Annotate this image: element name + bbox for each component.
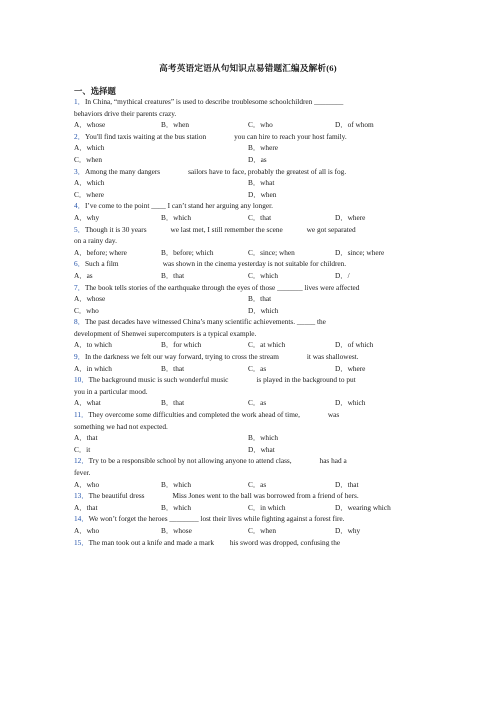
question-text: Miss Jones went to the ball was borrowed from a friend of hers.: [172, 491, 359, 501]
answer-option: C．since; when: [248, 247, 295, 257]
question-text: lives were affected: [304, 282, 360, 292]
answer-blank: ________: [169, 514, 199, 524]
question-text: lost their lives while fighting against a forest fire.: [200, 514, 345, 524]
question-number: 11．: [74, 410, 89, 420]
question-stem: [74, 490, 422, 502]
option-row: [74, 339, 422, 351]
option-row: [74, 270, 422, 282]
question-text: In China, “mythical creatures” is used to describe troublesome schoolchildren: [84, 97, 315, 106]
answer-option: B．that: [161, 398, 185, 408]
question-text: They overcome some difficulties and completed the work ahead of time,: [88, 410, 302, 420]
answer-option: A．who: [74, 479, 100, 489]
option-row: [74, 119, 422, 131]
option-row: [74, 154, 422, 166]
question-text: was shown in the cinema yesterday is not suitable for children.: [162, 259, 347, 269]
answer-blank: ____: [151, 201, 166, 211]
answer-option: D．which: [335, 398, 366, 408]
answer-option: D．when: [248, 189, 277, 199]
answer-option: D．that: [335, 479, 359, 489]
answer-option: D．which: [248, 305, 279, 315]
answer-option: B．when: [161, 120, 189, 130]
answer-option: A．before; where: [74, 247, 127, 257]
document-title: 高考英语定语从句知识点易错题汇编及解析(6): [159, 63, 337, 73]
question-stem: [74, 455, 422, 467]
question-number: 5．: [74, 224, 85, 234]
option-row: [74, 212, 422, 224]
question-stem: [74, 513, 422, 525]
answer-option: C．where: [74, 189, 104, 199]
question-stem: [74, 131, 422, 143]
question-text: you can hire to reach your host family.: [234, 131, 347, 141]
answer-gap: [293, 455, 317, 467]
answer-option: D．where: [335, 212, 366, 222]
question-text: The book tells stories of the earthquake through the eyes of those: [84, 282, 278, 292]
question-number: 15．: [74, 537, 89, 547]
option-row: [74, 502, 422, 514]
answer-option: C．as: [248, 398, 267, 408]
answer-blank: _____: [296, 317, 316, 327]
option-row: [74, 189, 422, 201]
answer-option: B．which: [248, 433, 278, 443]
question-text: his sword was dropped, confusing the: [229, 537, 341, 547]
answer-option: C．that: [248, 212, 272, 222]
answer-option: A．which: [74, 143, 105, 153]
question-text: We won’t forget the heroes: [88, 514, 170, 524]
answer-blank: _______: [277, 282, 303, 292]
question-stem: [74, 316, 422, 328]
answer-option: A．what: [74, 398, 101, 408]
question-number: 9．: [74, 352, 85, 362]
question-text: Such a film: [84, 259, 121, 269]
option-row: [74, 479, 422, 491]
answer-gap: [148, 224, 168, 236]
answer-gap: [146, 490, 170, 502]
answer-option: D．wearing which: [335, 502, 391, 512]
question-text: it was shallowest.: [306, 352, 359, 362]
answer-blank: ________: [314, 97, 344, 106]
answer-option: D．where: [335, 363, 366, 373]
question-text: the: [316, 317, 326, 327]
answer-option: A．to which: [74, 340, 112, 350]
question-stem: [74, 200, 422, 212]
question-stem: [74, 409, 422, 421]
question-stem: [74, 351, 422, 363]
answer-option: D．since; where: [335, 247, 385, 257]
option-row: [74, 432, 422, 444]
answer-option: A．as: [74, 270, 93, 280]
question-stem: [74, 166, 422, 178]
question-text: Try to be a responsible school by not allowing anyone to attend class,: [88, 456, 294, 466]
answer-gap: [120, 258, 160, 270]
answer-gap: [162, 166, 186, 178]
question-list: [74, 96, 422, 548]
answer-option: A．whose: [74, 120, 106, 130]
answer-gap: [208, 131, 232, 143]
answer-option: B．where: [248, 143, 278, 153]
question-text: is played in the background to put: [256, 375, 356, 385]
question-number: 13．: [74, 491, 89, 501]
answer-option: C．in which: [248, 502, 286, 512]
question-number: 14．: [74, 514, 89, 524]
question-stem: [74, 96, 422, 108]
question-text: has had a: [319, 456, 347, 466]
answer-option: D．of which: [335, 340, 374, 350]
question-stem: [74, 537, 422, 549]
answer-option: C．it: [74, 444, 91, 454]
option-row: [74, 444, 422, 456]
question-text: The past decades have witnessed China’s many scientific achievements.: [84, 317, 297, 327]
question-continuation: fever.: [74, 468, 91, 477]
answer-option: B．that: [248, 294, 272, 304]
answer-option: B．before; which: [161, 247, 214, 257]
question-number: 1．: [74, 97, 85, 106]
question-text: Among the many dangers: [84, 166, 162, 176]
option-row: [74, 397, 422, 409]
answer-option: C．as: [248, 479, 267, 489]
answer-gap: [281, 351, 305, 363]
question-text: was: [327, 410, 340, 420]
question-stem: [74, 258, 422, 270]
answer-option: D．what: [248, 444, 275, 454]
answer-option: B．for which: [161, 340, 202, 350]
answer-option: A．that: [74, 433, 98, 443]
question-number: 4．: [74, 201, 85, 211]
question-text: The background music is such wonderful music: [88, 375, 231, 385]
answer-option: D．as: [248, 154, 267, 164]
option-row: [74, 293, 422, 305]
answer-option: C．which: [248, 270, 278, 280]
question-text: sailors have to face, probably the greatest of all is fog.: [188, 166, 347, 176]
answer-option: B．which: [161, 212, 191, 222]
question-text: I can’t stand her arguing any longer.: [167, 201, 273, 211]
question-continuation: development of Shenwei supercomputers is a typical example.: [74, 328, 257, 338]
question-stem: [74, 224, 422, 236]
question-text: The man took out a knife and made a mark: [88, 537, 216, 547]
option-row: [74, 177, 422, 189]
question-text: we got separated: [306, 224, 356, 234]
question-number: 12．: [74, 456, 89, 466]
answer-option: B．which: [161, 502, 191, 512]
answer-option: A．that: [74, 502, 98, 512]
answer-option: C．as: [248, 363, 267, 373]
option-row: [74, 142, 422, 154]
question-text: You'll find taxis waiting at the bus station: [84, 131, 208, 141]
answer-option: C．who: [74, 305, 99, 315]
question-continuation: on a rainy day.: [74, 236, 117, 246]
question-number: 10．: [74, 375, 89, 385]
option-row: [74, 247, 422, 259]
option-row: [74, 363, 422, 375]
question-continuation: you in a particular mood.: [74, 386, 148, 396]
answer-option: C．at which: [248, 340, 286, 350]
answer-option: D．of whom: [335, 120, 374, 130]
question-text: we last met, I still remember the scene: [170, 224, 283, 234]
answer-option: B．that: [161, 363, 185, 373]
question-number: 3．: [74, 166, 85, 176]
question-continuation: behaviors drive their parents crazy.: [74, 108, 177, 118]
answer-option: C．who: [248, 120, 273, 130]
question-text: In the darkness we felt our way forward, trying to cross the stream: [84, 352, 281, 362]
answer-option: B．what: [248, 178, 275, 188]
question-number: 8．: [74, 317, 85, 327]
question-number: 7．: [74, 282, 85, 292]
answer-option: A．why: [74, 212, 100, 222]
answer-option: A．which: [74, 178, 105, 188]
answer-option: D．why: [335, 525, 361, 535]
answer-gap: [302, 409, 326, 421]
question-text: I’ve come to the point: [84, 201, 152, 211]
answer-option: A．who: [74, 525, 100, 535]
question-number: 2．: [74, 131, 85, 141]
answer-option: B．that: [161, 270, 185, 280]
answer-option: A．in which: [74, 363, 112, 373]
question-stem: [74, 374, 422, 386]
answer-option: C．when: [74, 154, 102, 164]
answer-option: B．whose: [161, 525, 192, 535]
option-row: [74, 525, 422, 537]
option-row: [74, 305, 422, 317]
question-number: 6．: [74, 259, 85, 269]
answer-gap: [230, 374, 254, 386]
answer-option: B．which: [161, 479, 191, 489]
answer-option: D．/: [335, 270, 350, 280]
answer-gap: [285, 224, 305, 236]
question-stem: [74, 282, 422, 294]
section-heading: 一、选择题: [74, 87, 116, 96]
question-text: The beautiful dress: [88, 491, 147, 501]
answer-gap: [216, 537, 228, 549]
question-continuation: something we had not expected.: [74, 421, 168, 431]
answer-option: C．when: [248, 525, 276, 535]
answer-option: A．whose: [74, 294, 106, 304]
question-text: Though it is 30 years: [84, 224, 149, 234]
